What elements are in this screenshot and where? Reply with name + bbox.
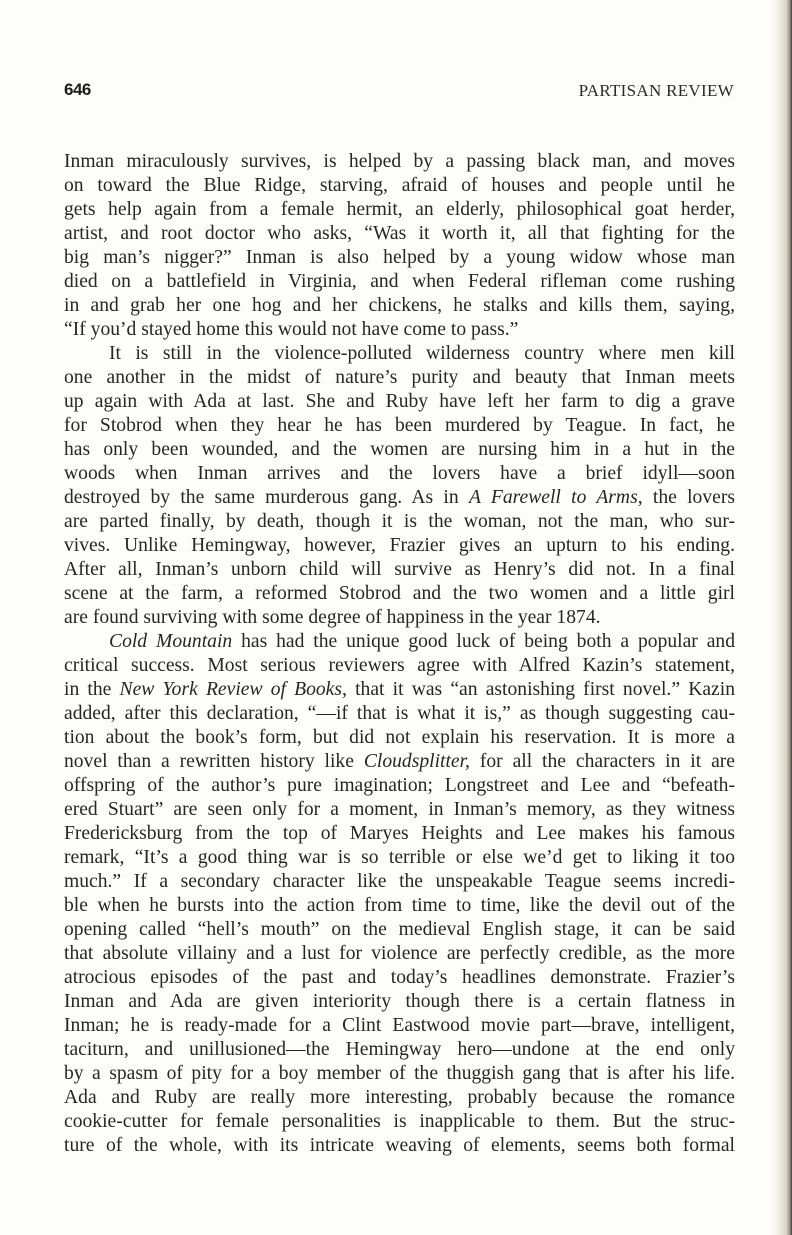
text-run: critical success. Most serious reviewers agree with Alfred Kazin’s statement, bbox=[64, 655, 735, 676]
text-line bbox=[64, 942, 735, 966]
text-line bbox=[64, 1014, 735, 1038]
italic-title: Cold Mountain bbox=[109, 631, 233, 652]
text-run: cookie-cutter for female personalities is inapplicable to them. But the struc- bbox=[64, 1111, 735, 1132]
text-line bbox=[64, 534, 735, 558]
text-line bbox=[64, 342, 735, 366]
text-run: vives. Unlike Hemingway, however, Frazier gives an upturn to his ending. bbox=[64, 535, 735, 556]
text-line bbox=[64, 222, 735, 246]
text-run: has only been wounded, and the women are nursing him in a hut in the bbox=[64, 439, 735, 460]
text-run: novel than a rewritten history like bbox=[64, 751, 364, 772]
running-head: PARTISAN REVIEW bbox=[578, 81, 734, 100]
text-line bbox=[64, 558, 735, 582]
text-run: remark, “It’s a good thing war is so terrible or else we’d get to liking it too bbox=[64, 847, 735, 868]
text-line bbox=[64, 774, 735, 798]
text-line bbox=[64, 438, 735, 462]
text-run: artist, and root doctor who asks, “Was it worth it, all that fighting for the bbox=[64, 223, 735, 244]
text-run: taciturn, and unillusioned—the Hemingway hero—undone at the end only bbox=[64, 1039, 735, 1060]
text-run: Inman; he is ready-made for a Clint Eastwood movie part—brave, intelligent, bbox=[64, 1015, 735, 1036]
text-line bbox=[64, 702, 735, 726]
text-run: died on a battlefield in Virginia, and when Federal rifleman come rushing bbox=[64, 271, 735, 292]
text-line bbox=[64, 1062, 735, 1086]
text-run: added, after this declaration, “—if that is what it is,” as though suggesting cau- bbox=[64, 703, 735, 724]
text-run: for Stobrod when they hear he has been murdered by Teague. In fact, he bbox=[64, 415, 735, 436]
text-line bbox=[64, 966, 735, 990]
text-run: After all, Inman’s unborn child will survive as Henry’s did not. In a final bbox=[64, 559, 735, 580]
text-line bbox=[64, 630, 735, 654]
text-run: ture of the whole, with its intricate weaving of elements, seems both formal bbox=[64, 1135, 735, 1156]
text-run: Ada and Ruby are really more interesting, probably because the romance bbox=[64, 1087, 735, 1108]
text-run: that it was “an astonishing first novel.” Kazin bbox=[346, 679, 735, 700]
text-line bbox=[64, 750, 735, 774]
text-run: opening called “hell’s mouth” on the medieval English stage, it can be said bbox=[64, 919, 735, 940]
text-line bbox=[64, 1110, 735, 1134]
text-run: ered Stuart” are seen only for a moment, in Inman’s memory, as they witness bbox=[64, 799, 735, 820]
text-line bbox=[64, 462, 735, 486]
text-run: destroyed by the same murderous gang. As in bbox=[64, 487, 469, 508]
text-run: in the bbox=[64, 679, 120, 700]
body-text bbox=[64, 150, 735, 1158]
text-line bbox=[64, 1134, 735, 1158]
text-run: the lovers bbox=[642, 487, 735, 508]
text-line bbox=[64, 654, 735, 678]
text-run: It is still in the violence-polluted wilderness country where men kill bbox=[109, 343, 735, 364]
text-line bbox=[64, 366, 735, 390]
text-line bbox=[64, 270, 735, 294]
text-line bbox=[64, 678, 735, 702]
text-line bbox=[64, 510, 735, 534]
text-line bbox=[64, 486, 735, 510]
text-line bbox=[64, 150, 735, 174]
text-line bbox=[64, 606, 735, 630]
text-run: that absolute villainy and a lust for violence are perfectly credible, as the more bbox=[64, 943, 735, 964]
text-line bbox=[64, 198, 735, 222]
text-line bbox=[64, 318, 735, 342]
italic-title: Cloudsplitter, bbox=[363, 751, 470, 772]
text-run: much.” If a secondary character like the unspeakable Teague seems incredi- bbox=[64, 871, 735, 892]
text-line bbox=[64, 294, 735, 318]
text-run: big man’s nigger?” Inman is also helped by a young widow whose man bbox=[64, 247, 735, 268]
text-line bbox=[64, 870, 735, 894]
text-run: atrocious episodes of the past and today’s headlines demonstrate. Frazier’s bbox=[64, 967, 735, 988]
text-run: in and grab her one hog and her chickens, he stalks and kills them, saying, bbox=[64, 295, 735, 316]
text-line bbox=[64, 582, 735, 606]
text-line bbox=[64, 990, 735, 1014]
page-number: 646 bbox=[64, 80, 91, 99]
text-run: by a spasm of pity for a boy member of the thuggish gang that is after his life. bbox=[64, 1063, 735, 1084]
italic-title: New York Review of Books, bbox=[119, 679, 347, 700]
text-run: tion about the book’s form, but did not explain his reservation. It is more a bbox=[64, 727, 735, 748]
italic-title: A Farewell to Arms, bbox=[468, 487, 643, 508]
text-line bbox=[64, 798, 735, 822]
text-line bbox=[64, 246, 735, 270]
text-line bbox=[64, 1038, 735, 1062]
text-run: ble when he bursts into the action from time to time, like the devil out of the bbox=[64, 895, 735, 916]
text-run: offspring of the author’s pure imagination; Longstreet and Lee and “befeath- bbox=[64, 775, 735, 796]
text-run: for all the characters in it are bbox=[469, 751, 735, 772]
text-run: up again with Ada at last. She and Ruby have left her farm to dig a grave bbox=[64, 391, 735, 412]
text-run: on toward the Blue Ridge, starving, afraid of houses and people until he bbox=[64, 175, 735, 196]
text-run: gets help again from a female hermit, an elderly, philosophical goat herder, bbox=[64, 199, 735, 220]
text-run: one another in the midst of nature’s purity and beauty that Inman meets bbox=[64, 367, 735, 388]
text-run: Inman and Ada are given interiority though there is a certain flatness in bbox=[64, 991, 735, 1012]
text-line bbox=[64, 846, 735, 870]
text-run: are found surviving with some degree of happiness in the year 1874. bbox=[64, 607, 601, 628]
text-line bbox=[64, 918, 735, 942]
text-line bbox=[64, 894, 735, 918]
text-run: Fredericksburg from the top of Maryes Heights and Lee makes his famous bbox=[64, 823, 735, 844]
text-run: Inman miraculously survives, is helped by a passing black man, and moves bbox=[64, 151, 735, 172]
text-line bbox=[64, 174, 735, 198]
text-run: “If you’d stayed home this would not have come to pass.” bbox=[64, 319, 519, 340]
text-line bbox=[64, 414, 735, 438]
text-run: are parted finally, by death, though it is the woman, not the man, who sur- bbox=[64, 511, 735, 532]
text-line bbox=[64, 822, 735, 846]
text-run: woods when Inman arrives and the lovers have a brief idyll—soon bbox=[64, 463, 735, 484]
text-run: has had the unique good luck of being both a popular and bbox=[232, 631, 736, 652]
text-line bbox=[64, 390, 735, 414]
text-run: scene at the farm, a reformed Stobrod and the two women and a little girl bbox=[64, 583, 735, 604]
text-line bbox=[64, 1086, 735, 1110]
book-binding-shadow bbox=[770, 0, 792, 1235]
text-line bbox=[64, 726, 735, 750]
